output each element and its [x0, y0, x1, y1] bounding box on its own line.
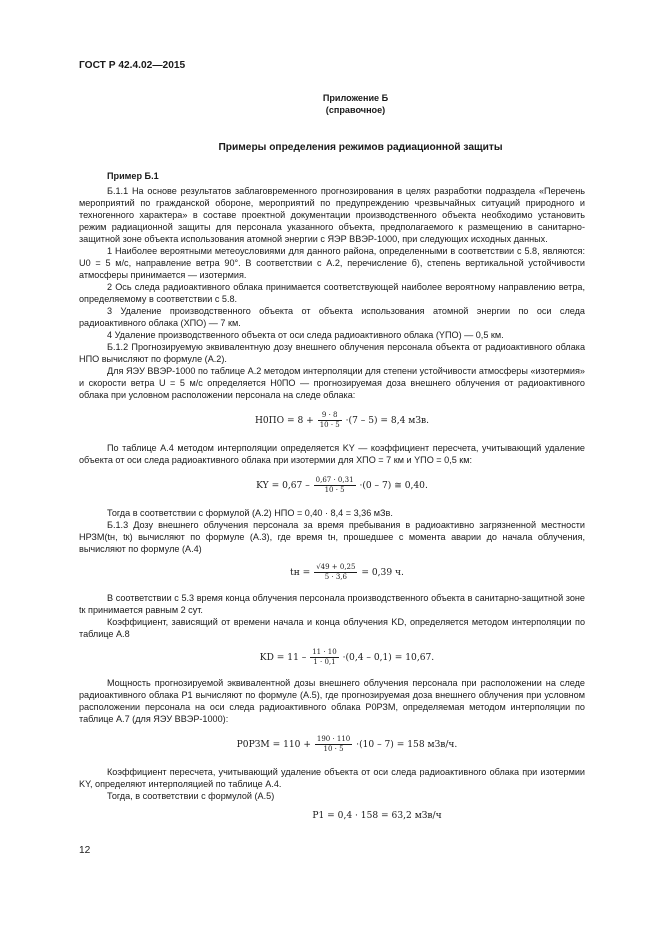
formula-ky [99, 476, 585, 495]
paragraph-kd: Коэффициент, зависящий от времени начала и конца облучения KD, определяется методом интерполяции по таблице А.8 [79, 617, 585, 639]
example-title: Пример Б.1 [107, 171, 159, 181]
formula-ky-fraction [314, 476, 356, 495]
formula-ky-num: 0,67 · 0,31 [315, 476, 354, 484]
paragraph-item-1: 1 Наиболее вероятными метеоусловиями для данного района, определенными в соответствии с 5.8, являются: U0 = 5 м/с, направление ветра 90°. В соответствии с А.2, перечисление б), степень вертикальной устойчивости атмосферы принимается — изотермия. [79, 246, 585, 280]
appendix-type: (справочное) [325, 105, 386, 115]
formula-p0rzm-rhs: ·(10 – 7) = 158 мЗв/ч. [356, 740, 458, 750]
formula-p0rzm [109, 735, 585, 754]
formula-p0rzm-num: 190 · 110 [316, 735, 351, 743]
appendix-heading [0, 92, 661, 116]
paragraph-p1: Мощность прогнозируемой эквивалентной дозы внешнего облучения персонала при расположении на следе радиоактивного облака P1 вычисляют по формуле (А.5), где прогнозируемая доза внешнего облучения при условном расположении персонала на оси следа радиоактивного облака P0РЗМ, определяемая методом интерполяции по таблице А.7 (для ЯЭУ ВВЭР-1000): [79, 678, 585, 724]
formula-p1: P1 = 0,4 · 158 = 63,2 мЗв/ч [312, 811, 442, 821]
section-title: Примеры определения режимов радиационной защиты [218, 142, 503, 153]
paragraph-ky: По таблице А.4 методом интерполяции определяется KY — коэффициент пересчета, учитывающий удаление объекта от оси следа радиоактивного облака при изотермии для XПО = 7 км и YПО = 0,5 км: [79, 443, 585, 465]
formula-kd-lhs: KD = 11 – [259, 653, 307, 663]
formula-ky-rhs: ·(0 – 7) ≅ 0,40. [359, 481, 428, 491]
formula-kd-den: 1 · 0,1 [313, 658, 336, 666]
formula-tn-lhs: tн = [290, 568, 311, 578]
paragraph-hpo-result: Тогда в соответствии с формулой (А.2) HПО = 0,40 · 8,4 = 3,36 мЗв. [107, 508, 393, 518]
paragraph-then: Тогда, в соответствии с формулой (А.5) [107, 791, 275, 801]
formula-h0-rhs: ·(7 – 5) = 8,4 мЗв. [345, 416, 430, 426]
page-number: 12 [79, 845, 91, 856]
paragraph-b1-2: Б.1.2 Прогнозируемую эквивалентную дозу внешнего облучения персонала объекта от радиоактивного облака HПО вычисляют по формуле (А.2). [79, 342, 585, 364]
formula-tn-rhs: = 0,39 ч. [361, 568, 404, 578]
formula-kd [109, 648, 585, 667]
formula-kd-fraction [310, 648, 339, 667]
formula-p0rzm-den: 10 · 5 [323, 745, 344, 753]
paragraph-ky-isotherm: Коэффициент пересчета, учитывающий удаление объекта от оси следа радиоактивного облака при изотермии KY, определяют интерполяцией по таблице А.4. [79, 767, 585, 789]
paragraph-b1-1: Б.1.1 На основе результатов заблаговременного прогнозирования в целях разработки подраздела «Перечень мероприятий по гражданской обороне, мероприятий по предупреждению чрезвычайных ситуаций природного и техногенного характера» в составе проектной документации производственного объекта необходимо установить режим радиационной защиты для персонала указанного объекта, предполагаемого к размещению в санитарно-защитной зоне объекта использования атомной энергии с ЯЭР ВВЭР-1000, при следующих исходных данных. [79, 186, 585, 244]
paragraph-item-2: 2 Ось следа радиоактивного облака принимается соответствующей наиболее вероятному направлению ветра, определяемому в соответствии с 5.8. [79, 282, 585, 304]
formula-tn [109, 563, 585, 582]
paragraph-item-4: 4 Удаление производственного объекта от оси следа радиоактивного облака (YПО) — 0,5 км. [107, 330, 504, 340]
paragraph-dose-method: Для ЯЭУ ВВЭР-1000 по таблице А.2 методом интерполяции для степени устойчивости атмосферы «изотермия» и скорости ветра U = 5 м/с определяется H0ПО — прогнозируемая доза внешнего облучения от радиоактивного облака при условном расположении персонала на следе облака: [79, 366, 585, 400]
appendix-label: Приложение Б [322, 93, 389, 103]
formula-tn-den: 5 · 3,6 [324, 573, 347, 581]
document-body [79, 170, 585, 822]
formula-h0-den: 10 · 5 [319, 421, 340, 429]
formula-kd-rhs: ·(0,4 – 0,1) = 10,67. [342, 653, 435, 663]
formula-kd-num: 11 · 10 [312, 648, 337, 656]
formula-tn-fraction [314, 563, 357, 582]
formula-p0rzm-fraction [315, 735, 352, 754]
formula-h0 [99, 411, 585, 430]
formula-tn-num: √49 + 0,25 [316, 563, 356, 571]
paragraph-item-3: 3 Удаление производственного объекта от объекта использования атомной энергии по оси следа радиоактивного облака (XПО) — 7 км. [79, 306, 585, 328]
standard-header: ГОСТ Р 42.4.02—2015 [79, 60, 186, 71]
formula-h0-num: 9 · 8 [318, 411, 342, 421]
paragraph-tk: В соответствии с 5.3 время конца облучения персонала производственного объекта в санитарно-защитной зоне tк принимается равным 2 сут. [79, 593, 585, 615]
formula-p0rzm-lhs: P0РЗМ = 110 + [236, 740, 311, 750]
formula-h0-fraction [318, 411, 342, 430]
formula-ky-den: 10 · 5 [324, 486, 345, 494]
paragraph-b1-3: Б.1.3 Дозу внешнего облучения персонала за время пребывания в радиоактивно загрязненной местности HРЗМ(tн, tк) вычисляют по формуле (А.3), где время tн, прошедшее с момента аварии до начала облучения, вычисляют по формуле (А.4) [79, 520, 585, 554]
formula-ky-lhs: KY = 0,67 – [256, 481, 310, 491]
formula-h0-lhs: H0ПО = 8 + [254, 416, 314, 426]
